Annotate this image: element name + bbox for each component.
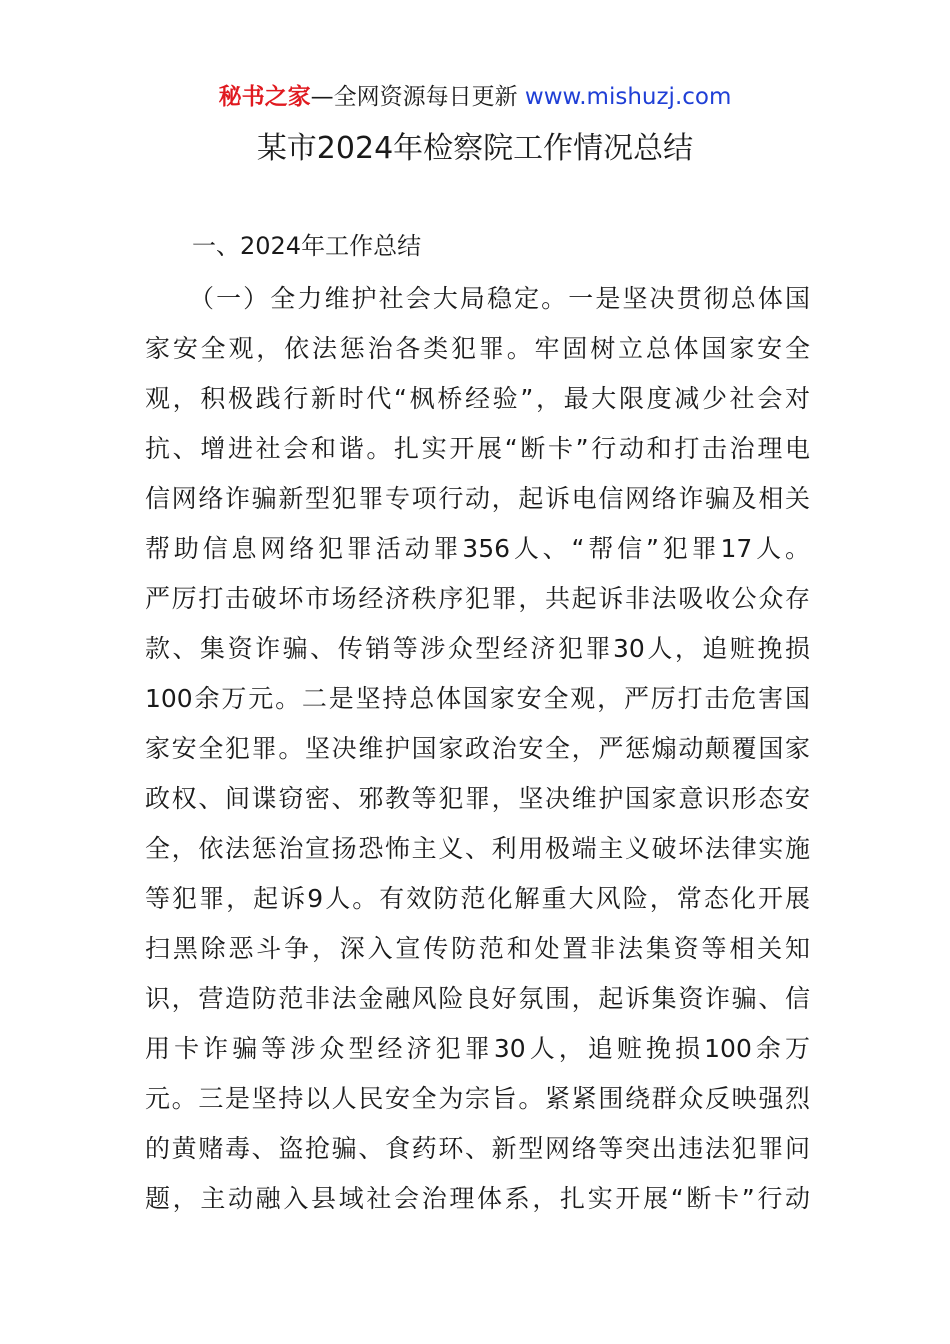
body-line: 严厉打击破坏市场经济秩序犯罪，共起诉非法吸收公众存	[145, 584, 810, 613]
body-line: 抗、增进社会和谐。扎实开展“断卡”行动和打击治理电	[145, 434, 810, 463]
body-line: 的黄赌毒、盗抢骗、食药环、新型网络等突出违法犯罪问	[145, 1134, 810, 1163]
section-heading: 一、2024年工作总结	[192, 232, 422, 260]
body-line: 家安全观，依法惩治各类犯罪。牢固树立总体国家安全	[145, 334, 810, 363]
body-line: 观，积极践行新时代“枫桥经验”，最大限度减少社会对	[145, 384, 810, 413]
body-line: 家安全犯罪。坚决维护国家政治安全，严惩煽动颠覆国家	[145, 734, 810, 763]
brand-name: 秘书之家	[218, 84, 311, 110]
body-line: （一）全力维护社会大局稳定。一是坚决贯彻总体国	[189, 284, 810, 313]
site-url-link[interactable]: www.mishuzj.com	[524, 84, 732, 110]
body-text	[145, 274, 810, 1224]
document-title: 某市2024年检察院工作情况总结	[256, 131, 694, 166]
body-line: 用卡诈骗等涉众型经济犯罪30人，追赃挽损100余万	[145, 1034, 810, 1063]
body-line: 等犯罪，起诉9人。有效防范化解重大风险，常态化开展	[145, 884, 810, 913]
body-line: 元。三是坚持以人民安全为宗旨。紧紧围绕群众反映强烈	[145, 1084, 810, 1113]
header-tagline: —全网资源每日更新	[310, 84, 518, 110]
body-line: 100余万元。二是坚持总体国家安全观，严厉打击危害国	[145, 684, 810, 713]
body-line: 全，依法惩治宣扬恐怖主义、利用极端主义破坏法律实施	[145, 834, 810, 863]
body-line: 识，营造防范非法金融风险良好氛围，起诉集资诈骗、信	[145, 984, 810, 1013]
body-line: 题，主动融入县域社会治理体系，扎实开展“断卡”行动	[145, 1184, 810, 1213]
body-line: 信网络诈骗新型犯罪专项行动，起诉电信网络诈骗及相关	[145, 484, 810, 513]
body-line: 扫黑除恶斗争，深入宣传防范和处置非法集资等相关知	[145, 934, 810, 963]
body-line: 政权、间谍窃密、邪教等犯罪，坚决维护国家意识形态安	[145, 784, 810, 813]
site-header	[0, 80, 950, 114]
body-line: 款、集资诈骗、传销等涉众型经济犯罪30人，追赃挽损	[145, 634, 810, 663]
body-line: 帮助信息网络犯罪活动罪356人、“帮信”犯罪17人。	[145, 534, 810, 563]
